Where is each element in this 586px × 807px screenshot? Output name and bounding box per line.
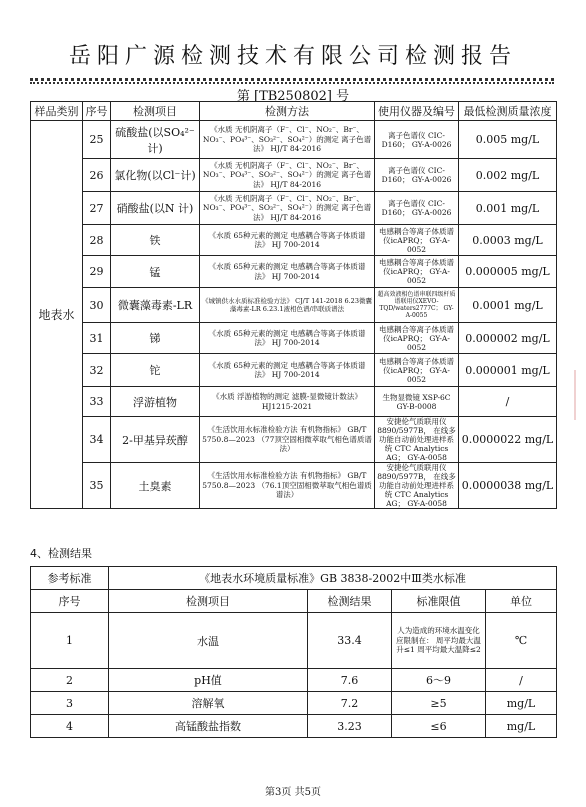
test-method: 《水质 无机阴离子（F⁻、Cl⁻、NO₂⁻、Br⁻、NO₃⁻、PO₄³⁻、SO₃²⁻、SO₄²⁻）的测定 离子色谱法》 HJ/T 84-2016: [200, 192, 375, 225]
standard-limit: ≤6: [392, 715, 486, 738]
test-item: pH值: [109, 669, 308, 692]
test-method: 《生活饮用水标准检验方法 有机物指标》 GB/T 5750.8—2023 （77顶空固相微萃取气相色谱质谱法）: [200, 417, 375, 463]
method-table: [30, 101, 557, 509]
test-item: 锰: [111, 256, 200, 288]
row-number: 28: [83, 225, 111, 256]
test-item: 水温: [109, 613, 308, 669]
table-row: [31, 121, 557, 159]
detection-limit: 0.000002 mg/L: [459, 323, 557, 354]
table-row: [31, 692, 557, 715]
test-item: 硝酸盐(以N 计): [111, 192, 200, 225]
table-header-row: [31, 102, 557, 121]
test-item: 微囊藻毒素-LR: [111, 288, 200, 323]
detection-limit: 0.0000022 mg/L: [459, 417, 557, 463]
row-number: 2: [31, 669, 109, 692]
test-item: 硫酸盐(以SO₄²⁻计): [111, 121, 200, 159]
row-number: 27: [83, 192, 111, 225]
instrument: 离子色谱仪 CIC-D160； GY-A-0026: [375, 192, 459, 225]
row-number: 31: [83, 323, 111, 354]
row-number: 25: [83, 121, 111, 159]
table-row: [31, 669, 557, 692]
row-number: 3: [31, 692, 109, 715]
divider: [30, 82, 554, 84]
test-item: 高锰酸盐指数: [109, 715, 308, 738]
column-header: 检测项目: [111, 102, 200, 121]
table-row: [31, 256, 557, 288]
column-header: 样品类别: [31, 102, 83, 121]
column-header: 序号: [83, 102, 111, 121]
standard-limit: ≥5: [392, 692, 486, 715]
instrument: 离子色谱仪 CIC-D160； GY-A-0026: [375, 121, 459, 159]
divider: [30, 78, 554, 81]
row-number: 30: [83, 288, 111, 323]
detection-limit: 0.0000038 mg/L: [459, 463, 557, 509]
instrument: 电感耦合等离子体质谱 仪icAPRQ； GY-A-0052: [375, 256, 459, 288]
unit: mg/L: [486, 715, 557, 738]
test-item: 铁: [111, 225, 200, 256]
section-heading: 4、检测结果: [30, 547, 92, 560]
reference-row: [31, 567, 557, 590]
instrument: 生物显微镜 XSP-6C GY-B-0008: [375, 387, 459, 417]
test-item: 浮游植物: [111, 387, 200, 417]
test-item: 氯化物(以Cl⁻计): [111, 159, 200, 192]
table-header-row: [31, 590, 557, 613]
row-number: 26: [83, 159, 111, 192]
test-result: 7.2: [308, 692, 392, 715]
column-header: 单位: [486, 590, 557, 613]
row-number: 33: [83, 387, 111, 417]
page-footer: 第3页 共5页: [265, 787, 321, 798]
unit: /: [486, 669, 557, 692]
detection-limit: 0.0001 mg/L: [459, 288, 557, 323]
test-method: 《水质 65种元素的测定 电感耦合等离子体质谱法》 HJ 700-2014: [200, 323, 375, 354]
test-item: 土臭素: [111, 463, 200, 509]
table-row: [31, 715, 557, 738]
column-header: 最低检测质量浓度: [459, 102, 557, 121]
instrument: 电感耦合等离子体质谱 仪icAPRQ； GY-A-0052: [375, 225, 459, 256]
test-item: 2-甲基异莰醇: [111, 417, 200, 463]
table-row: [31, 159, 557, 192]
row-number: 1: [31, 613, 109, 669]
column-header: 标准限值: [392, 590, 486, 613]
test-method: 《水质 无机阴离子（F⁻、Cl⁻、NO₂⁻、Br⁻、NO₃⁻、PO₄³⁻、SO₃²⁻、SO₄²⁻）的测定 离子色谱法》 HJ/T 84-2016: [200, 121, 375, 159]
detection-limit: 0.001 mg/L: [459, 192, 557, 225]
test-method: 《水质 65种元素的测定 电感耦合等离子体质谱法》 HJ 700-2014: [200, 225, 375, 256]
reference-standard: 《地表水环境质量标准》GB 3838-2002中Ⅲ类水标准: [109, 567, 557, 590]
stamp-edge: [574, 370, 584, 420]
test-item: 铊: [111, 354, 200, 387]
test-result: 3.23: [308, 715, 392, 738]
instrument: 离子色谱仪 CIC-D160； GY-A-0026: [375, 159, 459, 192]
table-row: [31, 387, 557, 417]
table-row: [31, 288, 557, 323]
table-row: [31, 463, 557, 509]
instrument: 电感耦合等离子体质谱 仪icAPRQ； GY-A-0052: [375, 354, 459, 387]
instrument: 超高效液相色谱串联四级杆质谱联用仪XEVO-TQD/waters2777C； GY-A-0055: [375, 288, 459, 323]
unit: ℃: [486, 613, 557, 669]
test-method: 《水质 65种元素的测定 电感耦合等离子体质谱法》 HJ 700-2014: [200, 354, 375, 387]
column-header: 检测方法: [200, 102, 375, 121]
test-method: 《水质 无机阴离子（F⁻、Cl⁻、NO₂⁻、Br⁻、NO₃⁻、PO₄³⁻、SO₃²⁻、SO₄²⁻）的测定 离子色谱法》 HJ/T 84-2016: [200, 159, 375, 192]
reference-label: 参考标准: [31, 567, 109, 590]
table-row: [31, 225, 557, 256]
row-number: 29: [83, 256, 111, 288]
detection-limit: 0.005 mg/L: [459, 121, 557, 159]
standard-limit: 人为造成的环境水温变化应限制在： 周平均最大温升≤1 周平均最大温降≤2: [392, 613, 486, 669]
test-method: 《城镇供水水质标准检验方法》 CJ/T 141-2018 6.23微囊藻毒素-LR 6.23.1液相色谱/串联质谱法: [200, 288, 375, 323]
test-result: 33.4: [308, 613, 392, 669]
table-row: [31, 417, 557, 463]
detection-limit: 0.0003 mg/L: [459, 225, 557, 256]
instrument: 电感耦合等离子体质谱 仪icAPRQ； GY-A-0052: [375, 323, 459, 354]
column-header: 序号: [31, 590, 109, 613]
table-row: [31, 323, 557, 354]
column-header: 检测项目: [109, 590, 308, 613]
table-row: [31, 613, 557, 669]
unit: mg/L: [486, 692, 557, 715]
detection-limit: 0.000005 mg/L: [459, 256, 557, 288]
column-header: 使用仪器及编号: [375, 102, 459, 121]
table-row: [31, 354, 557, 387]
detection-limit: /: [459, 387, 557, 417]
row-number: 34: [83, 417, 111, 463]
test-item: 锑: [111, 323, 200, 354]
test-result: 7.6: [308, 669, 392, 692]
report-number: 第 [TB250802] 号: [236, 89, 350, 104]
test-item: 溶解氧: [109, 692, 308, 715]
column-header: 检测结果: [308, 590, 392, 613]
row-number: 35: [83, 463, 111, 509]
results-table: [30, 566, 557, 738]
test-method: 《水质 浮游植物的测定 滤膜-显微镜计数法》 HJ1215-2021: [200, 387, 375, 417]
detection-limit: 0.000001 mg/L: [459, 354, 557, 387]
row-number: 4: [31, 715, 109, 738]
table-row: [31, 192, 557, 225]
page-title: 岳阳广源检测技术有限公司检测报告: [68, 44, 517, 69]
sample-category: 地表水: [31, 121, 83, 509]
instrument: 安捷伦气质联用仪 8890/5977B， 在线多功能自动前处理进样系统 CTC Analytics AG； GY-A-0058: [375, 417, 459, 463]
row-number: 32: [83, 354, 111, 387]
standard-limit: 6～9: [392, 669, 486, 692]
instrument: 安捷伦气质联用仪 8890/5977B， 在线多功能自动前处理进样系统 CTC Analytics AG； GY-A-0058: [375, 463, 459, 509]
test-method: 《生活饮用水标准检验方法 有机物指标》 GB/T 5750.8—2023 （76.1顶空固相微萃取气相色谱质谱法）: [200, 463, 375, 509]
detection-limit: 0.002 mg/L: [459, 159, 557, 192]
test-method: 《水质 65种元素的测定 电感耦合等离子体质谱法》 HJ 700-2014: [200, 256, 375, 288]
